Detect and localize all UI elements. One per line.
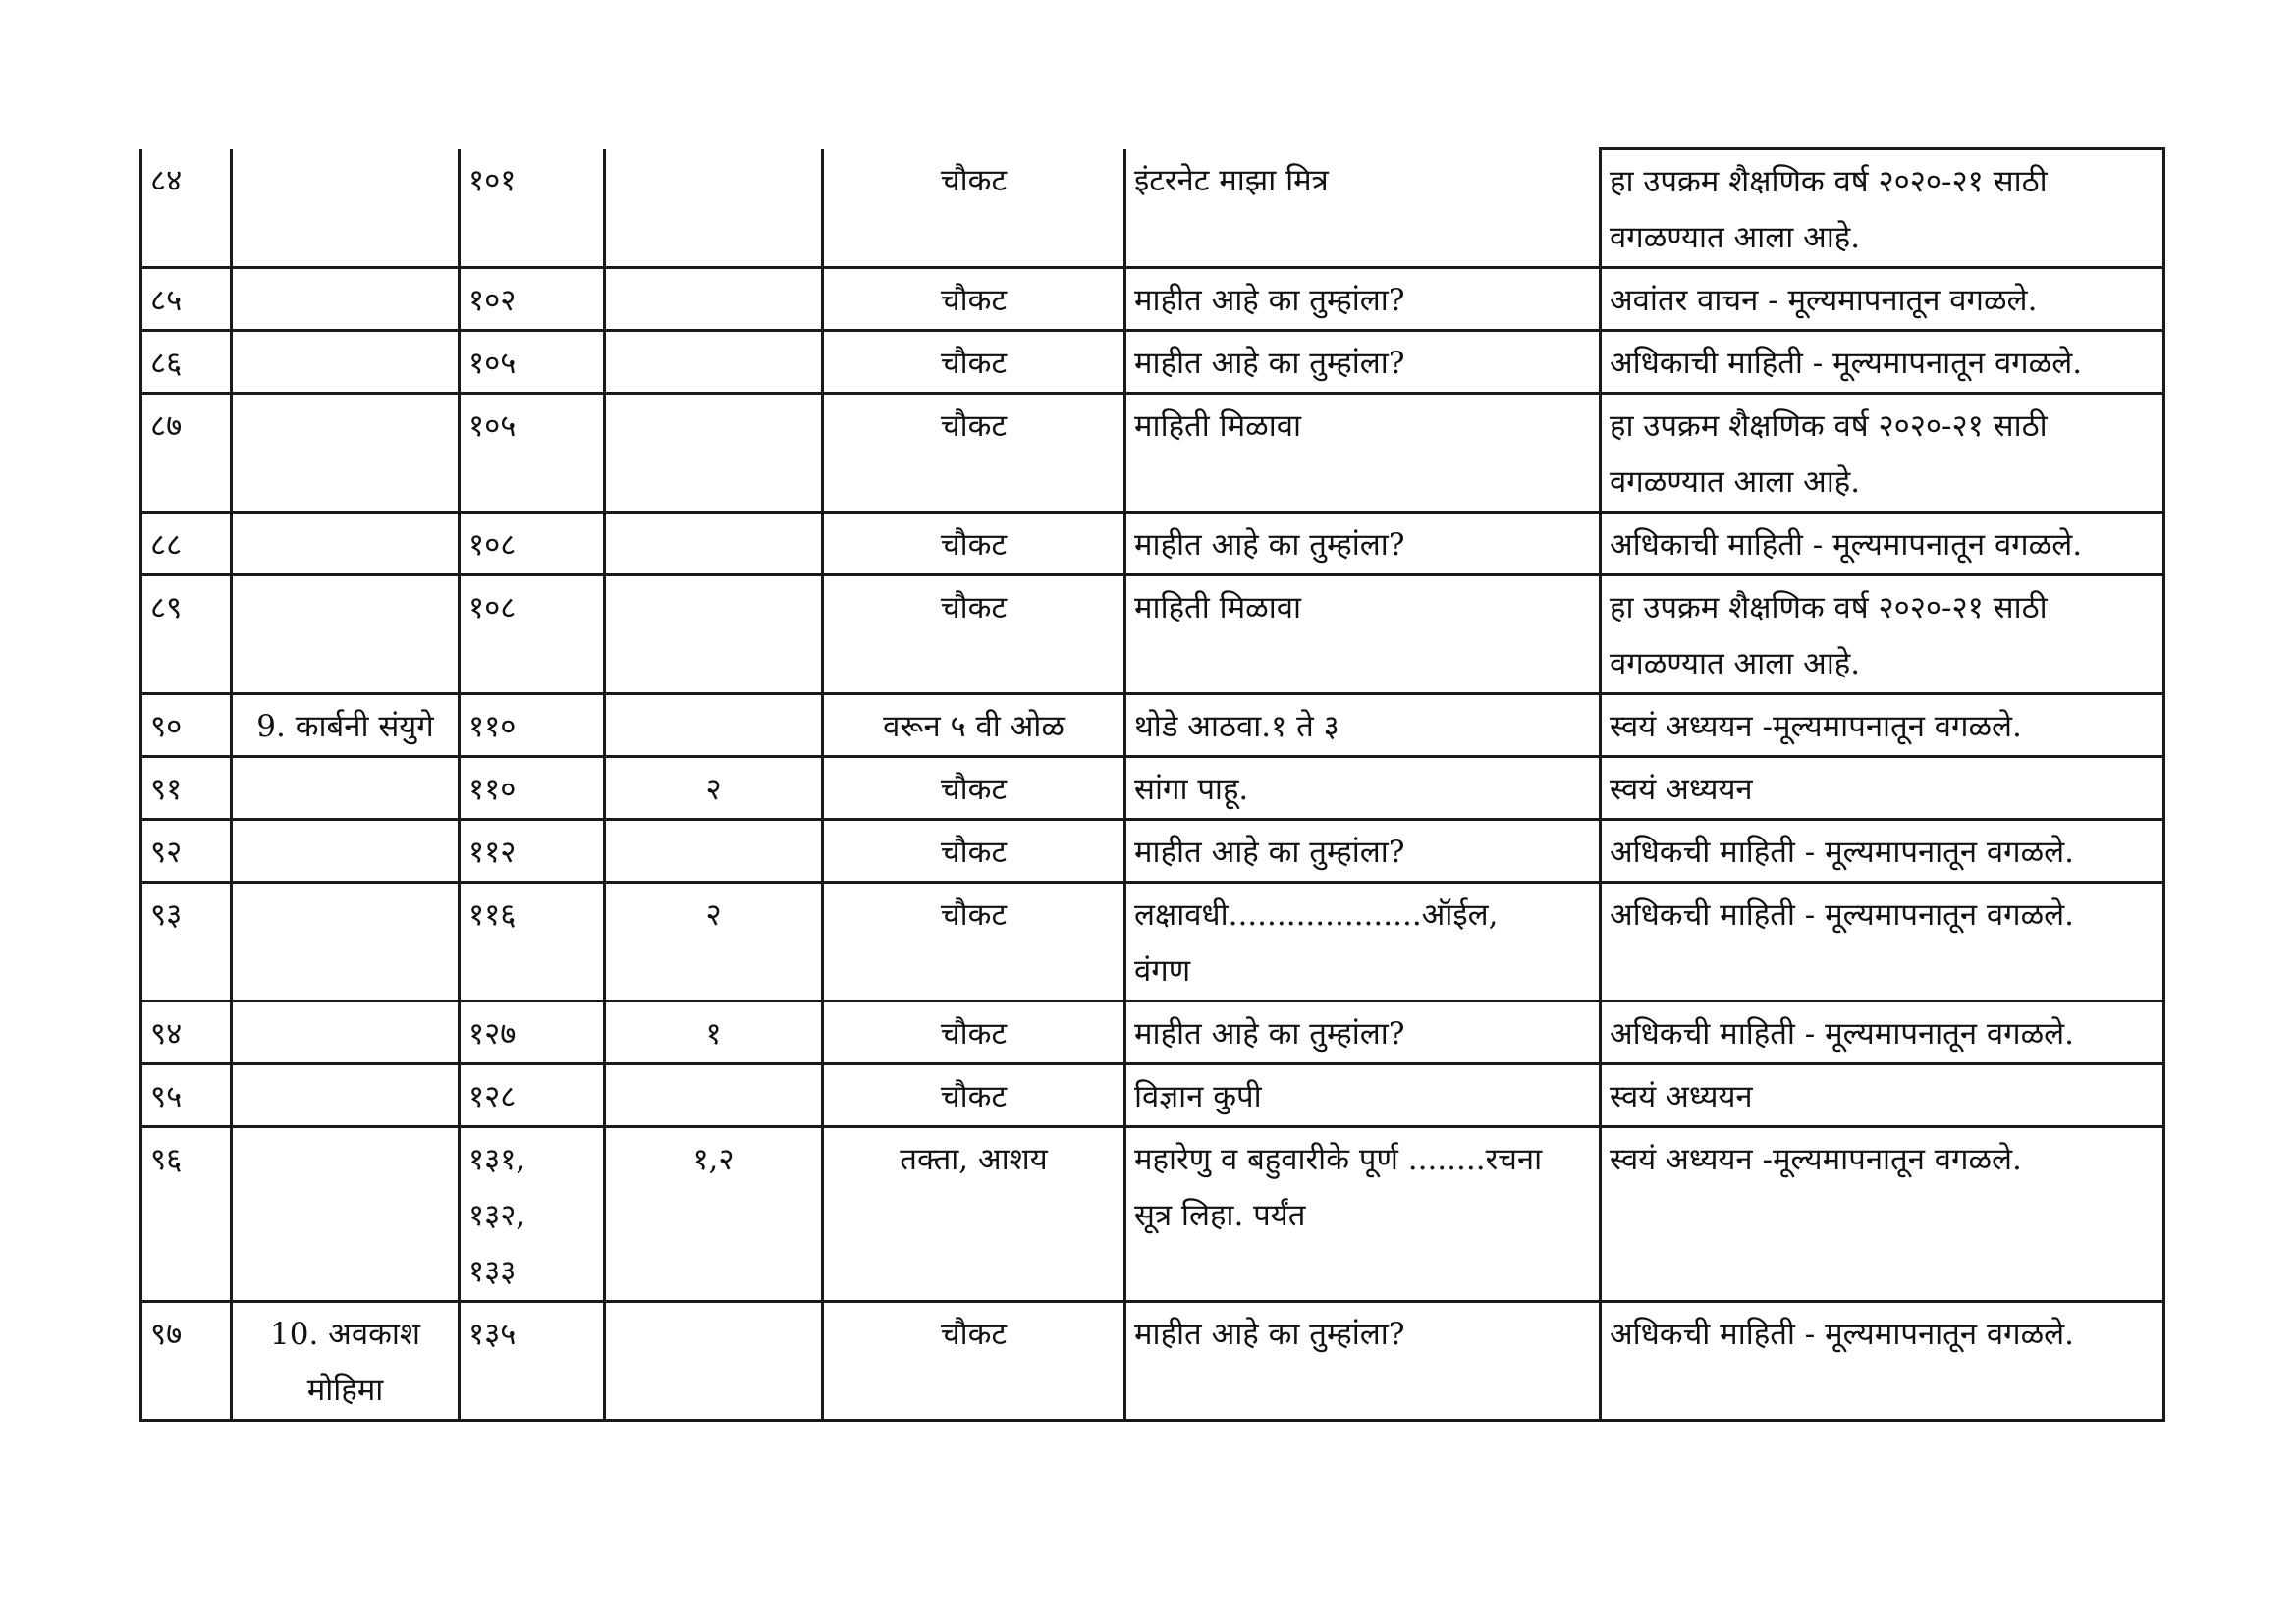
chapter-cell [232, 1001, 460, 1064]
table-row [141, 694, 2164, 757]
question-number-cell [605, 149, 823, 268]
chapter-cell: 9. कार्बनी संयुगे [232, 694, 460, 757]
remark-cell: अधिकची माहिती - मूल्यमापनातून वगळले. [1601, 883, 2164, 1001]
table-body [141, 149, 2164, 1421]
serial-number-cell: ८४ [141, 149, 232, 268]
page-number-cell: १०५ [460, 394, 605, 513]
page-number-cell: १०५ [460, 331, 605, 394]
remark-cell: स्वयं अध्ययन -मूल्यमापनातून वगळले. [1601, 694, 2164, 757]
question-number-cell: २ [605, 883, 823, 1001]
remark-cell: अधिकची माहिती - मूल्यमापनातून वगळले. [1601, 1001, 2164, 1064]
question-number-cell [605, 331, 823, 394]
page-number-cell: १०२ [460, 268, 605, 331]
content-title-cell: माहीत आहे का तुम्हांला? [1125, 331, 1601, 394]
serial-number-cell: ९७ [141, 1302, 232, 1421]
question-number-cell: १ [605, 1001, 823, 1064]
table-row [141, 331, 2164, 394]
content-type-cell: चौकट [823, 394, 1125, 513]
serial-number-cell: ८९ [141, 575, 232, 694]
remark-cell: स्वयं अध्ययन -मूल्यमापनातून वगळले. [1601, 1127, 2164, 1302]
page-number-cell: १०८ [460, 575, 605, 694]
question-number-cell [605, 1302, 823, 1421]
page-number-cell: ११० [460, 694, 605, 757]
page-number-cell: १२७ [460, 1001, 605, 1064]
table-row [141, 268, 2164, 331]
content-title-cell: माहीत आहे का तुम्हांला? [1125, 1302, 1601, 1421]
content-type-cell: चौकट [823, 1302, 1125, 1421]
content-title-cell: माहीत आहे का तुम्हांला? [1125, 1001, 1601, 1064]
question-number-cell: २ [605, 757, 823, 820]
content-title-cell: सांगा पाहू. [1125, 757, 1601, 820]
content-title-cell: लक्षावधी....................ऑईल, वंगण [1125, 883, 1601, 1001]
chapter-cell [232, 394, 460, 513]
content-type-cell: वरून ५ वी ओळ [823, 694, 1125, 757]
content-type-cell: तक्ता, आशय [823, 1127, 1125, 1302]
page-number-cell: १३५ [460, 1302, 605, 1421]
serial-number-cell: ९६ [141, 1127, 232, 1302]
remark-cell: अधिकाची माहिती - मूल्यमापनातून वगळले. [1601, 331, 2164, 394]
table-row [141, 883, 2164, 1001]
remark-cell: अधिकची माहिती - मूल्यमापनातून वगळले. [1601, 1302, 2164, 1421]
content-title-cell: माहीत आहे का तुम्हांला? [1125, 820, 1601, 883]
content-title-cell: माहिती मिळावा [1125, 575, 1601, 694]
remark-cell: स्वयं अध्ययन [1601, 1064, 2164, 1127]
chapter-cell [232, 757, 460, 820]
content-type-cell: चौकट [823, 149, 1125, 268]
serial-number-cell: ९२ [141, 820, 232, 883]
serial-number-cell: ९४ [141, 1001, 232, 1064]
content-type-cell: चौकट [823, 757, 1125, 820]
content-title-cell: माहिती मिळावा [1125, 394, 1601, 513]
chapter-cell [232, 149, 460, 268]
question-number-cell [605, 513, 823, 575]
content-title-cell: महारेणु व बहुवारीके पूर्ण ........रचना सूत्र लिहा. पर्यंत [1125, 1127, 1601, 1302]
serial-number-cell: ९३ [141, 883, 232, 1001]
table-row [141, 1064, 2164, 1127]
page-number-cell: ११६ [460, 883, 605, 1001]
remark-cell: स्वयं अध्ययन [1601, 757, 2164, 820]
chapter-cell [232, 575, 460, 694]
page-number-cell: १०८ [460, 513, 605, 575]
question-number-cell [605, 694, 823, 757]
serial-number-cell: ९१ [141, 757, 232, 820]
page-number-cell: १२८ [460, 1064, 605, 1127]
question-number-cell [605, 268, 823, 331]
chapter-cell [232, 1127, 460, 1302]
content-type-cell: चौकट [823, 820, 1125, 883]
table-row [141, 1127, 2164, 1302]
chapter-cell [232, 513, 460, 575]
serial-number-cell: ९० [141, 694, 232, 757]
question-number-cell [605, 394, 823, 513]
serial-number-cell: ८५ [141, 268, 232, 331]
table-row [141, 513, 2164, 575]
chapter-cell [232, 1064, 460, 1127]
content-type-cell: चौकट [823, 331, 1125, 394]
serial-number-cell: ९५ [141, 1064, 232, 1127]
content-title-cell: विज्ञान कुपी [1125, 1064, 1601, 1127]
content-type-cell: चौकट [823, 1001, 1125, 1064]
content-title-cell: इंटरनेट माझा मित्र [1125, 149, 1601, 268]
table-row [141, 1001, 2164, 1064]
remark-cell: अवांतर वाचन - मूल्यमापनातून वगळले. [1601, 268, 2164, 331]
chapter-cell: 10. अवकाश मोहिमा [232, 1302, 460, 1421]
table-row [141, 757, 2164, 820]
content-type-cell: चौकट [823, 575, 1125, 694]
page-number-cell: १३१, १३२, १३३ [460, 1127, 605, 1302]
serial-number-cell: ८८ [141, 513, 232, 575]
question-number-cell [605, 820, 823, 883]
remark-cell: अधिकाची माहिती - मूल्यमापनातून वगळले. [1601, 513, 2164, 575]
table-row [141, 820, 2164, 883]
content-title-cell: माहीत आहे का तुम्हांला? [1125, 513, 1601, 575]
table-row [141, 575, 2164, 694]
content-title-cell: माहीत आहे का तुम्हांला? [1125, 268, 1601, 331]
content-title-cell: थोडे आठवा.१ ते ३ [1125, 694, 1601, 757]
question-number-cell [605, 1064, 823, 1127]
question-number-cell: १,२ [605, 1127, 823, 1302]
chapter-cell [232, 883, 460, 1001]
remark-cell: हा उपक्रम शैक्षणिक वर्ष २०२०-२१ साठी वगळण्यात आला आहे. [1601, 394, 2164, 513]
table-row [141, 149, 2164, 268]
chapter-cell [232, 268, 460, 331]
chapter-cell [232, 820, 460, 883]
content-type-cell: चौकट [823, 268, 1125, 331]
remark-cell: अधिकची माहिती - मूल्यमापनातून वगळले. [1601, 820, 2164, 883]
chapter-cell [232, 331, 460, 394]
serial-number-cell: ८७ [141, 394, 232, 513]
page-number-cell: ११० [460, 757, 605, 820]
remark-cell: हा उपक्रम शैक्षणिक वर्ष २०२०-२१ साठी वगळण्यात आला आहे. [1601, 575, 2164, 694]
table-row [141, 394, 2164, 513]
page-number-cell: १०१ [460, 149, 605, 268]
syllabus-exclusion-table [139, 147, 2165, 1422]
content-type-cell: चौकट [823, 883, 1125, 1001]
content-type-cell: चौकट [823, 1064, 1125, 1127]
content-type-cell: चौकट [823, 513, 1125, 575]
question-number-cell [605, 575, 823, 694]
page-number-cell: ११२ [460, 820, 605, 883]
serial-number-cell: ८६ [141, 331, 232, 394]
remark-cell: हा उपक्रम शैक्षणिक वर्ष २०२०-२१ साठी वगळण्यात आला आहे. [1601, 149, 2164, 268]
table-row [141, 1302, 2164, 1421]
